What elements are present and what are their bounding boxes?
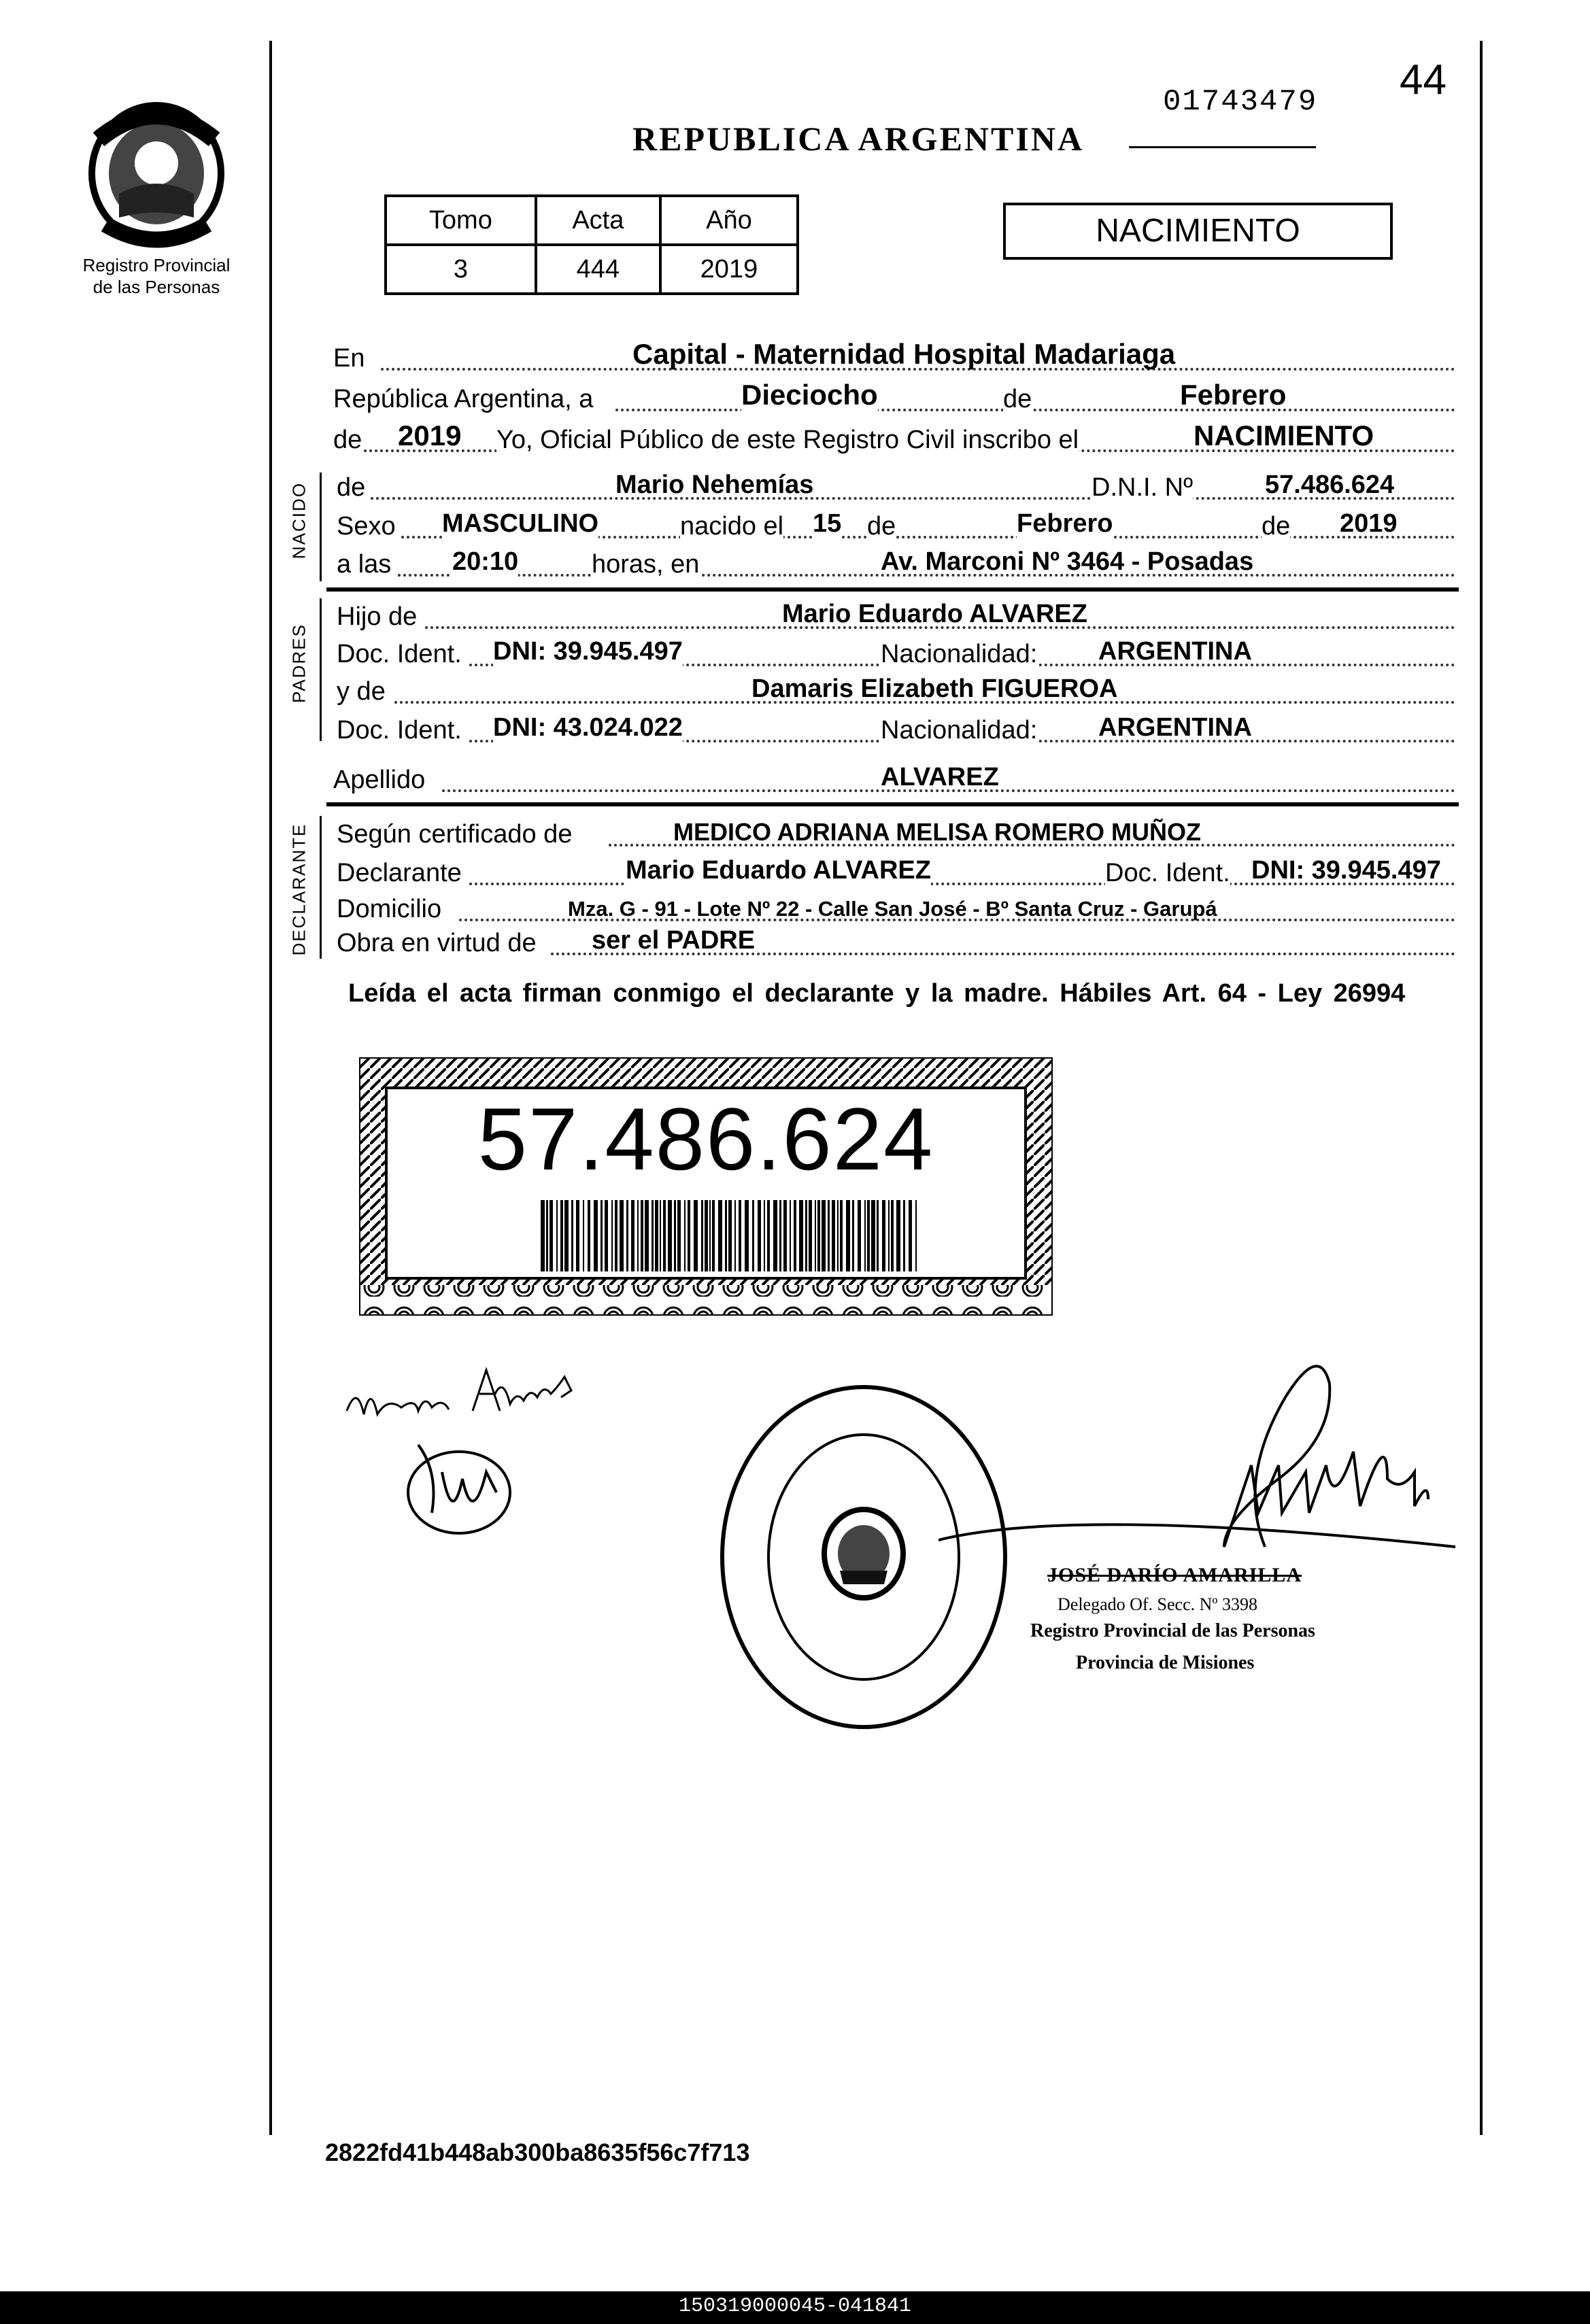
- month-value: Febrero: [1180, 379, 1287, 411]
- dni-label: D.N.I. Nº: [1092, 473, 1193, 502]
- barcode-bar: [674, 1200, 676, 1271]
- official-line2: Delegado Of. Secc. Nº 3398: [1058, 1594, 1257, 1614]
- barcode-bar: [864, 1200, 866, 1271]
- section-label-padres: PADRES: [288, 623, 309, 703]
- barcode-bar: [620, 1200, 624, 1271]
- apellido-value: ALVAREZ: [881, 763, 999, 791]
- official-line3: Registro Provincial de las Personas: [1030, 1620, 1315, 1641]
- closing-text: Leída el acta firman conmigo el declarante y la madre. Hábiles Art. 64 - Ley 26994: [348, 979, 1406, 1008]
- barcode-bar: [846, 1200, 850, 1271]
- barcode-bar: [799, 1200, 803, 1271]
- row-apellido: [333, 758, 1455, 796]
- barcode-bar: [641, 1200, 643, 1271]
- serial-number: 01743479: [1163, 85, 1318, 119]
- republica-label: República Argentina, a: [333, 385, 594, 413]
- barcode-bar: [546, 1200, 548, 1271]
- barcode-bar: [896, 1200, 900, 1271]
- signature-mark: [391, 1431, 534, 1547]
- obra-label: Obra en virtud de: [337, 929, 537, 957]
- doc-type-label: NACIMIENTO: [1096, 213, 1300, 249]
- de-label-2: de: [867, 512, 896, 541]
- row-mother: [333, 670, 1455, 708]
- cert-value: MEDICO ADRIANA MELISA ROMERO MUÑOZ: [673, 818, 1201, 846]
- barcode-bar: [840, 1200, 843, 1271]
- de2-label: de: [333, 426, 362, 454]
- obra-value: ser el PADRE: [592, 926, 756, 955]
- sexo-label: Sexo: [337, 512, 396, 541]
- official-line4: Provincia de Misiones: [1076, 1652, 1255, 1673]
- section-divider-2: [326, 802, 1459, 806]
- barcode-bar: [631, 1200, 635, 1271]
- barcode-bar: [828, 1200, 830, 1271]
- barcode-bar: [668, 1200, 672, 1271]
- barcode-bar: [684, 1200, 686, 1271]
- barcode-bar: [852, 1200, 854, 1271]
- time-value: 20:10: [452, 547, 519, 576]
- barcode-bar: [779, 1200, 781, 1271]
- registry-caption-line1: Registro Provincial: [82, 255, 231, 275]
- barcode-bar: [867, 1200, 870, 1271]
- father-nat-label: Nacionalidad:: [881, 640, 1038, 668]
- mother-nat-value: ARGENTINA: [1098, 713, 1252, 742]
- barcode-bar: [858, 1200, 861, 1271]
- barcode-bar: [773, 1200, 777, 1271]
- barcode-bar: [605, 1200, 608, 1271]
- stamp-number: 57.486.624: [477, 1089, 934, 1189]
- barcode-bar: [541, 1200, 545, 1271]
- barcode-bar: [817, 1200, 820, 1271]
- barcode-bar: [655, 1200, 658, 1271]
- barcode-bar: [871, 1200, 875, 1271]
- place-value: Capital - Maternidad Hospital Madariaga: [632, 338, 1176, 370]
- barcode-bar: [891, 1200, 894, 1271]
- barcode: [541, 1200, 921, 1271]
- row-father-doc: [333, 632, 1455, 670]
- alas-label: a las: [337, 550, 392, 579]
- barcode-bar: [701, 1200, 703, 1271]
- nacido-el-label: nacido el: [680, 512, 784, 541]
- row-mother-doc: [333, 708, 1455, 747]
- barcode-bar: [832, 1200, 835, 1271]
- yde-label: y de: [337, 677, 386, 706]
- table-value-tomo: 3: [386, 245, 536, 294]
- barcode-bar: [564, 1200, 569, 1271]
- right-border: [1480, 41, 1483, 2135]
- declarante-bracket: [320, 816, 322, 959]
- page-title: REPUBLICA ARGENTINA: [632, 120, 1085, 158]
- barcode-bar: [688, 1200, 690, 1271]
- barcode-bar: [915, 1200, 917, 1271]
- decl-doc-label: Doc. Ident.: [1105, 859, 1230, 887]
- nacido-de-label: de: [337, 473, 366, 502]
- barcode-bar: [677, 1200, 681, 1271]
- father-value: Mario Eduardo ALVAREZ: [782, 600, 1087, 628]
- barcode-bar: [815, 1200, 816, 1271]
- mother-value: Damaris Elizabeth FIGUEROA: [751, 674, 1118, 703]
- barcode-bar: [837, 1200, 839, 1271]
- day-value: Dieciocho: [741, 379, 878, 411]
- mother-nat-label: Nacionalidad:: [881, 716, 1038, 745]
- official-text: Yo, Oficial Público de este Registro Civil inscribo el: [496, 426, 1079, 454]
- decl-value: Mario Eduardo ALVAREZ: [626, 856, 931, 885]
- sexo-value: MASCULINO: [442, 509, 599, 538]
- row-certificado: [333, 813, 1455, 851]
- barcode-bar: [734, 1200, 736, 1271]
- cert-label: Según certificado de: [337, 820, 573, 849]
- barcode-bar: [794, 1200, 796, 1271]
- barcode-bar: [739, 1200, 741, 1271]
- barcode-bar: [694, 1200, 698, 1271]
- barcode-bar: [718, 1200, 722, 1271]
- row-hora: [333, 543, 1455, 581]
- dom-label: Domicilio: [337, 895, 442, 923]
- row-declarante: [333, 851, 1455, 889]
- horas-label: horas, en: [592, 550, 700, 579]
- page-number: 44: [1400, 56, 1447, 103]
- table-value-anio: 2019: [660, 245, 798, 294]
- section-label-nacido: NACIDO: [288, 481, 309, 560]
- barcode-bar: [705, 1200, 708, 1271]
- row-nacido-name: [333, 466, 1455, 504]
- row-en: [333, 337, 1455, 375]
- barcode-bar: [660, 1200, 661, 1271]
- father-nat-value: ARGENTINA: [1098, 637, 1252, 666]
- section-label-declarante: DECLARANTE: [288, 823, 309, 956]
- barcode-bar: [877, 1200, 879, 1271]
- event-value: NACIMIENTO: [1194, 420, 1374, 451]
- nacido-bracket: [320, 473, 322, 581]
- row-republica: [333, 377, 1455, 415]
- barcode-bar: [549, 1200, 553, 1271]
- barcode-bar: [611, 1200, 613, 1271]
- footer-id: 150319000045-041841: [678, 2295, 912, 2318]
- barcode-bar: [745, 1200, 749, 1271]
- barcode-bar: [645, 1200, 649, 1271]
- serial-underline: [1129, 146, 1316, 148]
- father-doc-label: Doc. Ident.: [337, 640, 462, 668]
- birth-place-value: Av. Marconi Nº 3464 - Posadas: [881, 547, 1254, 576]
- mother-doc-label: Doc. Ident.: [337, 716, 462, 745]
- doc-type-box: [1003, 203, 1393, 260]
- barcode-bar: [783, 1200, 787, 1271]
- decl-label: Declarante: [337, 859, 462, 887]
- barcode-bar: [663, 1200, 666, 1271]
- barcode-bar: [594, 1200, 598, 1271]
- en-label: En: [333, 344, 365, 373]
- barcode-bar: [601, 1200, 603, 1271]
- barcode-bar: [805, 1200, 807, 1271]
- decl-doc-value: DNI: 39.945.497: [1251, 856, 1441, 885]
- birth-day-value: 15: [813, 509, 842, 538]
- barcode-bar: [790, 1200, 791, 1271]
- barcode-bar: [588, 1200, 590, 1271]
- document-hash: 2822fd41b448ab300ba8635f56c7f713: [325, 2138, 750, 2166]
- birth-month-value: Febrero: [1017, 509, 1113, 538]
- barcode-bar: [652, 1200, 654, 1271]
- barcode-bar: [764, 1200, 765, 1271]
- hijo-label: Hijo de: [337, 602, 418, 631]
- nacido-name-value: Mario Nehemías: [615, 471, 814, 499]
- table-value-acta: 444: [536, 245, 660, 294]
- birth-year-value: 2019: [1340, 509, 1398, 538]
- barcode-bar: [626, 1200, 628, 1271]
- left-border: [269, 41, 272, 2135]
- table-header-anio: Año: [660, 196, 798, 245]
- barcode-bar: [767, 1200, 770, 1271]
- row-year: [333, 418, 1455, 456]
- official-name: JOSÉ DARÍO AMARILLA: [1047, 1564, 1302, 1586]
- registry-table: [384, 194, 799, 295]
- father-doc-value: DNI: 39.945.497: [493, 637, 683, 666]
- barcode-bar: [809, 1200, 812, 1271]
- registry-logo: [78, 99, 235, 255]
- barcode-bar: [571, 1200, 573, 1271]
- apellido-label: Apellido: [333, 766, 426, 794]
- barcode-bar: [709, 1200, 711, 1271]
- barcode-bar: [882, 1200, 885, 1271]
- row-domicilio: [333, 887, 1455, 925]
- de-label: de: [1003, 385, 1032, 413]
- barcode-bar: [583, 1200, 584, 1271]
- row-obra: [333, 921, 1455, 959]
- barcode-bar: [725, 1200, 727, 1271]
- barcode-bar: [909, 1200, 912, 1271]
- barcode-bar: [758, 1200, 761, 1271]
- barcode-bar: [560, 1200, 563, 1271]
- row-sexo: [333, 505, 1455, 543]
- barcode-bar: [888, 1200, 890, 1271]
- mother-doc-value: DNI: 43.024.022: [493, 713, 683, 742]
- year-value: 2019: [398, 420, 462, 451]
- de-label-3: de: [1262, 512, 1291, 541]
- barcode-bar: [637, 1200, 639, 1271]
- dni-value: 57.486.624: [1265, 471, 1395, 499]
- section-divider: [326, 587, 1459, 592]
- barcode-bar: [712, 1200, 715, 1271]
- barcode-bar: [615, 1200, 618, 1271]
- barcode-bar: [903, 1200, 905, 1271]
- domicilio-value: Mza. G - 91 - Lote Nº 22 - Calle San José - Bº Santa Cruz - Garupá: [568, 897, 1217, 921]
- registry-caption-line2: de las Personas: [92, 277, 220, 297]
- table-header-acta: Acta: [536, 196, 660, 245]
- table-header-tomo: Tomo: [386, 196, 536, 245]
- barcode-bar: [728, 1200, 732, 1271]
- barcode-bar: [822, 1200, 826, 1271]
- handwritten-name: [340, 1356, 598, 1438]
- row-hijo: [333, 595, 1455, 633]
- padres-bracket: [320, 598, 322, 741]
- barcode-bar: [752, 1200, 754, 1271]
- barcode-bar: [576, 1200, 579, 1271]
- barcode-bar: [556, 1200, 558, 1271]
